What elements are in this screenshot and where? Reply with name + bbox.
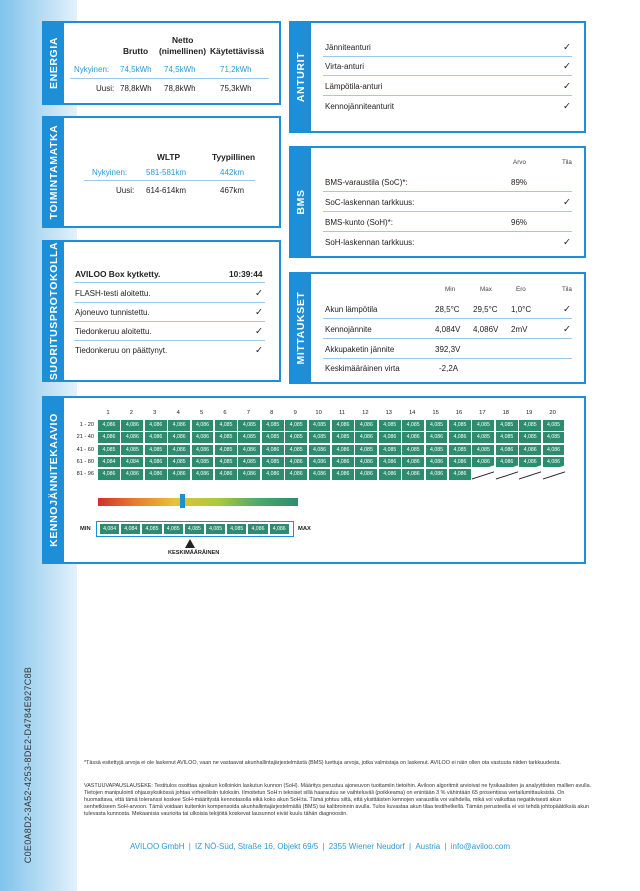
column-number: 4 (176, 410, 180, 416)
protocol-item: Ajoneuvo tunnistettu. (75, 308, 150, 317)
voltage-cell: 4,085 (519, 420, 541, 431)
voltage-cell: 4,085 (168, 457, 190, 468)
voltage-cell: 4,086 (379, 469, 401, 480)
bms-panel (289, 146, 586, 258)
column-number: 7 (246, 410, 250, 416)
check-icon: ✓ (563, 61, 571, 72)
voltage-cell: 4,086 (285, 457, 307, 468)
voltage-cell: 4,086 (145, 420, 167, 431)
voltage-cell: 4,086 (472, 457, 494, 468)
row-label: 1 - 20 (79, 422, 94, 428)
voltage-cell: 4,085 (496, 420, 518, 431)
voltage-cell: 4,085 (543, 432, 565, 443)
column-number: 14 (408, 410, 416, 416)
voltage-cell: 4,084 (121, 457, 143, 468)
voltage-cell: 4,085 (379, 420, 401, 431)
column-number: 10 (315, 410, 322, 416)
tm-uusi-wltp: 614-614km (146, 186, 187, 195)
voltage-cell: 4,086 (215, 469, 237, 480)
bms-row-label: BMS-kunto (SoH)*: (325, 218, 394, 227)
check-icon: ✓ (255, 307, 263, 318)
row-nykyinen-label: Nykyinen: (74, 65, 110, 74)
voltage-cell: 4,086 (402, 432, 424, 443)
column-number: 2 (129, 410, 133, 416)
column-number: 16 (455, 410, 463, 416)
voltage-cell: 4,085 (262, 432, 284, 443)
color-scale-bar (98, 498, 298, 506)
column-number: 11 (338, 410, 346, 416)
col-kaytettavissa: Käytettävissä (210, 46, 265, 56)
row-label: 61 - 80 (76, 458, 94, 465)
measure-ero: 1,0°C (511, 305, 532, 314)
voltage-cell: 4,085 (449, 445, 471, 456)
voltage-cell: 4,086 (332, 469, 354, 480)
voltage-cell: 4,085 (426, 420, 448, 431)
sensor-divider (323, 56, 572, 57)
protocol-divider-2 (74, 321, 265, 322)
voltage-cell: 4,086 (519, 457, 541, 468)
protocol-divider-3 (74, 340, 265, 341)
bms-row-label: SoC-laskennan tarkkuus: (325, 198, 415, 207)
bms-soc-value: 89% (511, 178, 528, 187)
voltage-cell: 4,086 (238, 469, 260, 480)
voltage-cell: 4,085 (472, 432, 494, 443)
column-number: 20 (549, 410, 556, 416)
bms-divider (323, 211, 572, 212)
check-icon: ✓ (563, 81, 571, 92)
voltage-cell: 4,086 (426, 457, 448, 468)
voltage-cell: 4,086 (309, 469, 331, 480)
voltage-cell: 4,085 (98, 445, 120, 456)
footer-city: 2355 Wiener Neudorf (328, 842, 405, 851)
voltage-cell: 4,086 (98, 432, 120, 443)
row-uusi-label: Uusi: (96, 84, 115, 93)
protocol-divider-1 (74, 302, 265, 303)
bms-row-label: SoH-laskennan tarkkuus: (325, 238, 415, 247)
measure-divider (323, 318, 572, 319)
voltage-cell: 4,086 (496, 457, 518, 468)
measure-max: 29,5°C (473, 305, 498, 314)
footer-address: IZ NÖ-Süd, Straße 16, Objekt 69/5 (195, 842, 319, 851)
row-label: 21 - 40 (76, 434, 94, 441)
bms-divider (323, 191, 572, 192)
voltage-cell: 4,085 (215, 445, 237, 456)
voltage-cell: 4,086 (121, 420, 143, 431)
voltage-cell: 4,085 (543, 420, 565, 431)
voltage-cell: 4,085 (192, 457, 214, 468)
col-max: Max (480, 286, 492, 293)
toimintamatka-panel (42, 116, 281, 228)
column-number: 19 (525, 410, 533, 416)
tm-nykyinen-tyypillinen: 442km (220, 168, 245, 177)
scale-pointer (180, 494, 185, 508)
voltage-cell: 4,086 (449, 432, 471, 443)
suoritusprotokolla-tab: SUORITUSPROTOKOLLA (44, 242, 64, 380)
voltage-cell: 4,086 (168, 420, 190, 431)
voltage-cell: 4,086 (145, 457, 167, 468)
anturit-panel (289, 21, 586, 133)
voltage-cell: 4,086 (309, 457, 331, 468)
voltage-cell: 4,086 (168, 469, 190, 480)
protocol-time: 10:39:44 (229, 269, 263, 279)
scale-cell: 4,085 (206, 524, 225, 534)
sensor-divider (323, 95, 572, 96)
col-netto-2: (nimellinen) (159, 46, 206, 56)
check-icon: ✓ (563, 304, 571, 315)
voltage-cell: 4,084 (98, 457, 120, 468)
bms-divider (323, 231, 572, 232)
voltage-cell: 4,085 (426, 445, 448, 456)
check-icon: ✓ (255, 345, 263, 356)
protocol-item: FLASH-testi aloitettu. (75, 289, 151, 298)
col-wltp: WLTP (157, 152, 181, 162)
uusi-netto: 78,8kWh (164, 84, 196, 93)
check-icon: ✓ (563, 324, 571, 335)
voltage-cell: 4,085 (285, 432, 307, 443)
uusi-brutto: 78,8kWh (120, 84, 152, 93)
footer-company: AVILOO GmbH (129, 842, 185, 851)
voltage-cell: 4,085 (519, 432, 541, 443)
voltage-cell: 4,086 (519, 445, 541, 456)
col-tyypillinen: Tyypillinen (212, 152, 256, 162)
footer-email[interactable]: info@aviloo.com (450, 842, 511, 851)
kennojannitekaavio-tab: KENNOJÄNNITEKAAVIO (44, 398, 64, 562)
voltage-cell: 4,086 (355, 457, 377, 468)
scale-cell: 4,084 (100, 524, 119, 534)
measure-divider (323, 358, 572, 359)
protocol-divider-0 (74, 282, 265, 283)
voltage-cell: 4,085 (309, 420, 331, 431)
scale-cell: 4,086 (248, 524, 267, 534)
voltage-cell: 4,085 (379, 445, 401, 456)
scale-marker-label: KESKIMÄÄRÄINEN (168, 550, 220, 556)
nykyinen-kaytettavissa: 71,2kWh (220, 65, 252, 74)
tm-divider (84, 180, 255, 181)
sensor-item: Virta-anturi (325, 62, 364, 71)
check-icon: ✓ (255, 288, 263, 299)
footnote-disclaimer: VASTUUVAPAUSLAUSEKE: Testitulos osoittaa ajoakun kolloinkin laskutun kunnon (SoH). Määritys perustuu ajoneuvon tuottamiin tietoihin. Aviloon algoritmit arvioivat ne fysikaalisten ja analyyttisten mallien avulla. Tietojen manipulointi ohjausyksikössä johtaa virheellisiin tuloksiin. Ilmoitetun SoH:n tekniset sillä haarautuu se vaihteluväli (poikkeama) on enintään 3 % vähintään 65 prosentissa vertailumittauksista. On huomattava, että tämä toleranssi koskee SoH-määritystä kennotasolla eikä koko akun SoH:ta. Tämä johtuu siitä, että yksittäisten kennojen varaustila voi vaihdella, mikä voi vaikuttaa negatiivisesti akun senhetkiseen SoH-arvoon. Tämä voidaan kuitenkin kompensoida akunhallintajärjestelmällä (BMS) tai kalibroinnin avulla. Tulos kuvastaa akun tilaa testihetkellä. Tämän perusteella ei voi tehdä johtopäätöksiä akun tulevasta kunnosta. Mekaanisia vaurioita tai ulkoisia tekijöitä koskevat lausunnot eivät kuulu tähän diagnoosiin. (84, 783, 592, 817)
voltage-cell: 4,086 (192, 445, 214, 456)
column-number: 6 (223, 410, 227, 416)
column-number: 3 (153, 410, 157, 416)
measure-divider (323, 338, 572, 339)
voltage-cell: 4,086 (449, 457, 471, 468)
voltage-cell: 4,086 (332, 420, 354, 431)
footnote-bms: *Tässä esitettyjä arvoja ei ole laskenut AVILOO, vaan ne vastaavat akunhallintajärjestelmästä (BMS) luettuja arvoja, jotka valmistaja on laskenut. AVILOO ei näin ollen ota vastuuta niiden tarkkuudesta. (84, 760, 561, 766)
mittaukset-tab: MITTAUKSET (291, 274, 311, 382)
measure-label: Keskimääräinen virta (325, 364, 400, 373)
column-number: 15 (432, 410, 439, 416)
col-tila: Tila (562, 286, 572, 293)
measure-min: -2,2A (439, 364, 459, 373)
column-number: 8 (270, 410, 274, 416)
col-ero: Ero (516, 286, 526, 293)
sensor-item: Jänniteanturi (325, 43, 371, 52)
voltage-cell: 4,085 (121, 445, 143, 456)
column-number: 18 (502, 410, 510, 416)
scale-cell: 4,085 (185, 524, 204, 534)
measure-max: 4,086V (473, 325, 499, 334)
voltage-cell: 4,086 (332, 445, 354, 456)
col-netto-1: Netto (172, 35, 194, 45)
energia-divider (70, 78, 269, 79)
bms-row-label: BMS-varaustila (SoC)*: (325, 178, 408, 187)
mittaukset-panel (289, 272, 586, 384)
voltage-cell: 4,086 (355, 469, 377, 480)
tm-nykyinen-wltp: 581-581km (146, 168, 187, 177)
sensor-item: Lämpötila-anturi (325, 82, 383, 91)
voltage-cell: 4,085 (309, 432, 331, 443)
tm-nykyinen-label: Nykyinen: (92, 168, 128, 177)
voltage-cell: 4,085 (262, 457, 284, 468)
column-number: 12 (362, 410, 369, 416)
scale-max-label: MAX (298, 526, 311, 532)
voltage-cell: 4,085 (215, 457, 237, 468)
triangle-up-icon (185, 539, 195, 548)
scale-cell: 4,084 (121, 524, 140, 534)
protocol-item: Tiedonkeruu aloitettu. (75, 327, 152, 336)
voltage-cell: 4,086 (426, 469, 448, 480)
measure-label: Akkupaketin jännite (325, 345, 395, 354)
nykyinen-netto: 74,5kWh (164, 65, 196, 74)
voltage-cell: 4,086 (121, 469, 143, 480)
voltage-cell: 4,086 (145, 432, 167, 443)
voltage-cell: 4,086 (496, 445, 518, 456)
measure-label: Kennojännite (325, 325, 372, 334)
empty-cell (472, 466, 494, 480)
voltage-cell: 4,085 (355, 445, 377, 456)
col-tila: Tila (562, 159, 572, 166)
voltage-cell: 4,085 (449, 420, 471, 431)
scale-cell: 4,085 (142, 524, 161, 534)
empty-cell (543, 466, 565, 480)
voltage-cell: 4,086 (121, 432, 143, 443)
voltage-cell: 4,086 (355, 420, 377, 431)
measure-ero: 2mV (511, 325, 528, 334)
voltage-cell: 4,086 (543, 457, 565, 468)
nykyinen-brutto: 74,5kWh (120, 65, 152, 74)
row-label: 41 - 60 (76, 446, 94, 453)
sensor-divider (323, 75, 572, 76)
empty-cell (519, 466, 541, 480)
column-number: 13 (385, 410, 393, 416)
voltage-cell: 4,085 (238, 420, 260, 431)
voltage-cell: 4,085 (145, 445, 167, 456)
footer: AVILOO GmbH | IZ NÖ-Süd, Straße 16, Objekt 69/5 | 2355 Wiener Neudorf | Austria | info@aviloo.com (129, 842, 511, 851)
check-icon: ✓ (563, 237, 571, 248)
energia-tab: ENERGIA (44, 23, 64, 103)
protocol-title: AVILOO Box kytketty. (75, 269, 161, 279)
protocol-item: Tiedonkeruu on päättynyt. (75, 346, 168, 355)
voltage-cell: 4,085 (496, 432, 518, 443)
voltage-cell: 4,086 (238, 445, 260, 456)
kennojannitekaavio-panel (42, 396, 586, 564)
voltage-cell: 4,086 (449, 469, 471, 480)
row-label: 81 - 96 (76, 471, 94, 478)
voltage-cell: 4,085 (285, 445, 307, 456)
voltage-cell: 4,086 (168, 432, 190, 443)
voltage-cell: 4,086 (262, 445, 284, 456)
voltage-cell: 4,086 (332, 457, 354, 468)
check-icon: ✓ (563, 101, 571, 112)
uusi-kaytettavissa: 75,3kWh (220, 84, 252, 93)
sensor-item: Kennojänniteanturit (325, 102, 394, 111)
voltage-cell: 4,085 (238, 457, 260, 468)
voltage-cell: 4,085 (285, 420, 307, 431)
voltage-cell: 4,086 (98, 420, 120, 431)
voltage-cell: 4,085 (472, 445, 494, 456)
toimintamatka-tab: TOIMINTAMATKA (44, 118, 64, 226)
voltage-cell: 4,086 (98, 469, 120, 480)
voltage-cell: 4,086 (309, 445, 331, 456)
voltage-cell: 4,086 (402, 457, 424, 468)
scale-min-label: MIN (80, 526, 91, 532)
energia-panel (42, 21, 281, 105)
col-brutto: Brutto (123, 46, 149, 56)
col-arvo: Arvo (513, 159, 526, 166)
voltage-cell: 4,085 (215, 432, 237, 443)
voltage-cell: 4,086 (543, 445, 565, 456)
check-icon: ✓ (563, 197, 571, 208)
voltage-cell: 4,086 (168, 445, 190, 456)
scale-cell: 4,086 (270, 524, 289, 534)
voltage-cell: 4,086 (192, 469, 214, 480)
column-number: 17 (479, 410, 486, 416)
voltage-cell: 4,086 (192, 420, 214, 431)
anturit-tab: ANTURIT (291, 23, 311, 131)
bms-soh-value: 96% (511, 218, 528, 227)
voltage-cell: 4,085 (472, 420, 494, 431)
measure-label: Akun lämpötila (325, 305, 378, 314)
suoritusprotokolla-panel (42, 240, 281, 382)
voltage-cell: 4,086 (355, 432, 377, 443)
voltage-cell: 4,086 (426, 432, 448, 443)
measure-min: 4,084V (435, 325, 461, 334)
col-min: Min (445, 286, 456, 293)
column-number: 5 (199, 410, 204, 416)
measure-min: 392,3V (435, 345, 461, 354)
tm-uusi-label: Uusi: (116, 186, 135, 195)
scale-cell: 4,085 (164, 524, 183, 534)
voltage-cell: 4,085 (402, 420, 424, 431)
voltage-cell: 4,085 (402, 445, 424, 456)
check-icon: ✓ (563, 42, 571, 53)
voltage-cell: 4,085 (215, 420, 237, 431)
voltage-cell: 4,085 (332, 432, 354, 443)
check-icon: ✓ (255, 326, 263, 337)
document-code: C0E0A8D2-3A52-4253-8DE2-D4784E927C8B (23, 666, 33, 864)
voltage-cell: 4,086 (379, 457, 401, 468)
tm-uusi-tyypillinen: 467km (220, 186, 245, 195)
voltage-cell: 4,086 (402, 469, 424, 480)
voltage-cell: 4,086 (379, 432, 401, 443)
voltage-cell: 4,085 (238, 432, 260, 443)
measure-min: 28,5°C (435, 305, 460, 314)
voltage-cell: 4,086 (262, 469, 284, 480)
scale-cell: 4,085 (227, 524, 246, 534)
voltage-cell: 4,086 (285, 469, 307, 480)
voltage-cell: 4,085 (262, 420, 284, 431)
bms-tab: BMS (291, 148, 311, 256)
footer-country: Austria (415, 842, 441, 851)
column-number: 9 (293, 410, 297, 416)
column-number: 1 (106, 410, 110, 416)
voltage-cell: 4,086 (192, 432, 214, 443)
voltage-cell: 4,086 (145, 469, 167, 480)
empty-cell (496, 466, 518, 480)
